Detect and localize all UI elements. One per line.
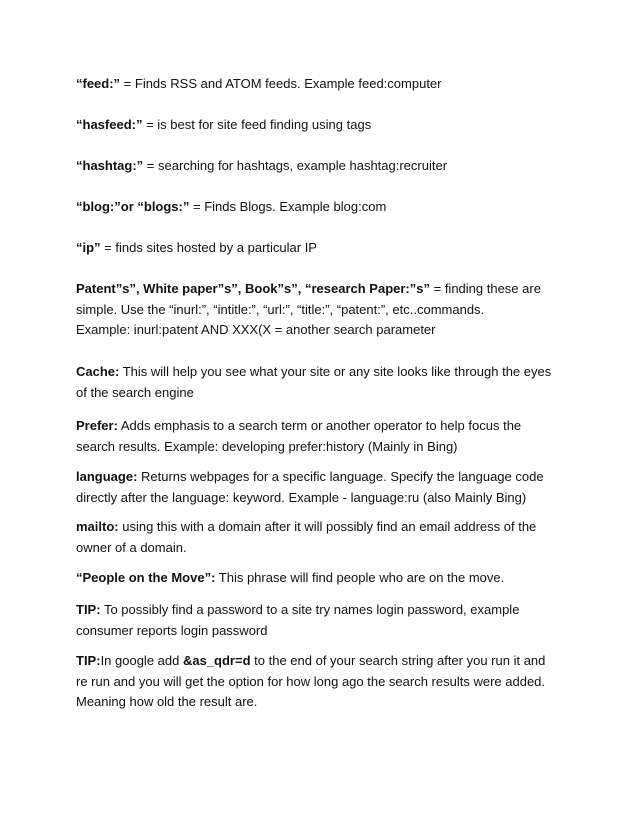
entry-text: directly after the language: keyword. Example - language:ru (also Mainly Bing) (76, 489, 527, 505)
entry-text: consumer reports login password (76, 622, 268, 638)
entry-tip-password (76, 600, 576, 641)
entry-people-on-the-move (76, 568, 576, 589)
entry-hasfeed (76, 115, 576, 136)
entry-text: This phrase will find people who are on the move. (215, 570, 505, 585)
entry-text: search results. Example: developing prefer:history (Mainly in Bing) (76, 438, 458, 454)
entry-text: of the search engine (76, 384, 194, 400)
entry-text: = Finds RSS and ATOM feeds. Example feed:computer (120, 76, 442, 91)
entry-text: = searching for hashtags, example hashtag:recruiter (143, 158, 448, 173)
entry-term: language: (76, 469, 138, 484)
entry-text: using this with a domain after it will possibly find an email address of the (118, 519, 537, 534)
entry-feed (76, 74, 576, 95)
entry-inline-code: &as_qdr=d (182, 653, 251, 668)
entry-blog (76, 197, 576, 218)
entry-term: Patent”s”, White paper”s”, Book”s”, “research Paper:”s” (76, 281, 430, 296)
entry-text: To possibly find a password to a site try names login password, example (100, 602, 520, 617)
entry-text: Adds emphasis to a search term or another operator to help focus the (117, 418, 522, 433)
entry-patent (76, 279, 576, 341)
entry-text: This will help you see what your site or any site looks like through the eyes (119, 364, 552, 379)
entry-term: “feed:” (76, 76, 121, 91)
entry-cache (76, 362, 576, 403)
entry-language (76, 467, 576, 508)
entry-term: “People on the Move”: (76, 570, 216, 585)
entry-term: Cache: (76, 364, 120, 379)
entry-text: = finding these are (430, 281, 541, 296)
entry-term: “hasfeed:” (76, 117, 143, 132)
entry-text: = Finds Blogs. Example blog:com (189, 199, 387, 214)
entry-term: TIP: (76, 653, 101, 668)
entry-text: Returns webpages for a specific language. Specify the language code (137, 469, 544, 484)
entry-text: to the end of your search string after you run it and (254, 653, 546, 668)
entry-prefer (76, 416, 576, 457)
entry-text: Example: inurl:patent AND XXX(X = another search parameter (76, 322, 436, 337)
entry-text: re run and you will get the option for how long ago the search results were added. (76, 673, 546, 689)
entry-text: Meaning how old the result are. (76, 694, 258, 709)
entry-tip-date-filter (76, 651, 576, 713)
entry-term: TIP: (76, 602, 101, 617)
entry-term: “ip” (76, 240, 101, 255)
entry-term: Prefer: (76, 418, 118, 433)
entry-term: mailto: (76, 519, 119, 534)
entry-ip (76, 238, 576, 259)
entry-mailto (76, 517, 576, 558)
entry-term: “blog:”or “blogs:” (76, 199, 190, 214)
entry-term: “hashtag:” (76, 158, 144, 173)
entry-text: = finds sites hosted by a particular IP (100, 240, 317, 255)
entry-hashtag (76, 156, 576, 177)
entry-text: = is best for site feed finding using tags (142, 117, 372, 132)
entry-text: simple. Use the “inurl:”, “intitle:”, “url:”, “title:”, “patent:”, etc..commands. (76, 301, 485, 317)
entry-text: owner of a domain. (76, 539, 187, 555)
entry-text: In google add (100, 653, 183, 668)
